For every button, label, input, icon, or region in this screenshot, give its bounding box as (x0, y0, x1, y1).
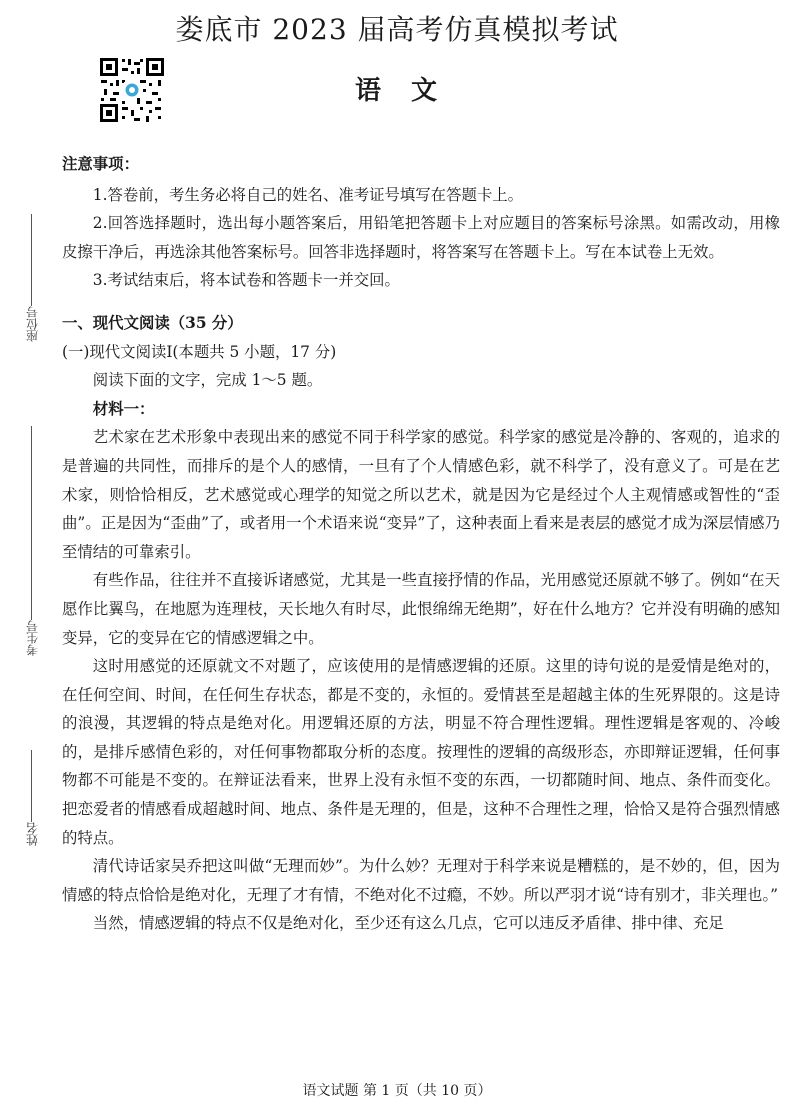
seat-number-label: 座位号 (25, 306, 40, 342)
seat-number-line (32, 214, 33, 306)
subsection-heading: (一)现代文阅读Ⅰ(本题共 5 小题，17 分) (62, 342, 337, 361)
name-line (32, 750, 33, 822)
notice-heading: 注意事项： (62, 155, 139, 173)
subject-title: 语 文 (354, 76, 439, 106)
notice-item: 1.答卷前，考生务必将自己的姓名、准考证号填写在答题卡上。 (92, 185, 524, 204)
exam-number-line (32, 426, 33, 620)
seat-number-field (20, 212, 44, 342)
notice-item: 2.回答选择题时，选出每小题答案后，用铅笔把答题卡上对应题目的答案标号涂黑。如需改动，用橡皮擦干净后，再选涂其他答案标号。回答非选择题时，将答案写在答题卡上。写在本试卷上无效。 (62, 214, 780, 261)
exam-title: 娄底市 2023 届高考仿真模拟考试 (175, 13, 619, 46)
passage-paragraph: 有些作品，往往并不直接诉诸感觉，尤其是一些直接抒情的作品，光用感觉还原就不够了。例如“在天愿作比翼鸟，在地愿为连理枝，天长地久有时尽，此恨绵绵无绝期”，好在什么地方？它并没有明确的感知变异，它的变异在它的情感逻辑之中。 (62, 571, 780, 647)
section-heading: 一、现代文阅读（35 分） (62, 313, 243, 332)
passage-paragraph: 当然，情感逻辑的特点不仅是绝对化，至少还有这么几点，它可以违反矛盾律、排中律、充足 (92, 914, 724, 933)
instruction-text: 阅读下面的文字，完成 1～5 题。 (92, 371, 323, 390)
passage-paragraph: 艺术家在艺术形象中表现出来的感觉不同于科学家的感觉。科学家的感觉是冷静的、客观的，追求的是普遍的共同性，而排斥的是个人的感情，一旦有了个人情感色彩，就不科学了，没有意义了。可是在艺术家，则恰恰相反，艺术感觉或心理学的知觉之所以艺术，就是因为它是经过个人主观情感或智性的“歪曲”。正是因为“歪曲”了，或者用一个术语来说“变异”了，这种表面上看来是表层的感觉才成为深层情感乃至情结的可靠索引。 (62, 428, 780, 561)
passage-paragraph: 这时用感觉的还原就文不对题了，应该使用的是情感逻辑的还原。这里的诗句说的是爱情是绝对的，在任何空间、时间，在任何生存状态，都是不变的，永恒的。爱情甚至是超越主体的生死界限的。这是诗的浪漫，其逻辑的特点是绝对化。用逻辑还原的方法，明显不符合理性逻辑。理性逻辑是客观的、冷峻的，是排斥感情色彩的，对任何事物都取分析的态度。按理性的逻辑的高级形态，亦即辩证逻辑，任何事物都不可能是不变的。在辩证法看来，世界上没有永恒不变的东西，一切都随时间、地点、条件而变化。把恋爱者的情感看成超越时间、地点、条件是无理的，但是，这种不合理性之理，恰恰又是符合强烈情感的特点。 (62, 657, 780, 847)
passage-paragraph: 清代诗话家吴乔把这叫做“无理而妙”。为什么妙？无理对于科学来说是糟糕的，是不妙的，但，因为情感的特点恰恰是绝对化，无理了才有情，不绝对化不过瘾，不妙。所以严羽才说“诗有别才，非关理也。” (62, 857, 780, 904)
exam-content (62, 150, 780, 938)
page-footer: 语文试题 第 1 页（共 10 页） (302, 1083, 492, 1099)
name-field (20, 742, 44, 846)
material-label: 材料一： (92, 399, 155, 418)
exam-number-field (20, 424, 44, 656)
exam-number-label: 考生号 (25, 620, 40, 656)
notice-item: 3.考试结束后，将本试卷和答题卡一并交回。 (92, 271, 400, 290)
name-label: 姓名 (25, 822, 40, 846)
